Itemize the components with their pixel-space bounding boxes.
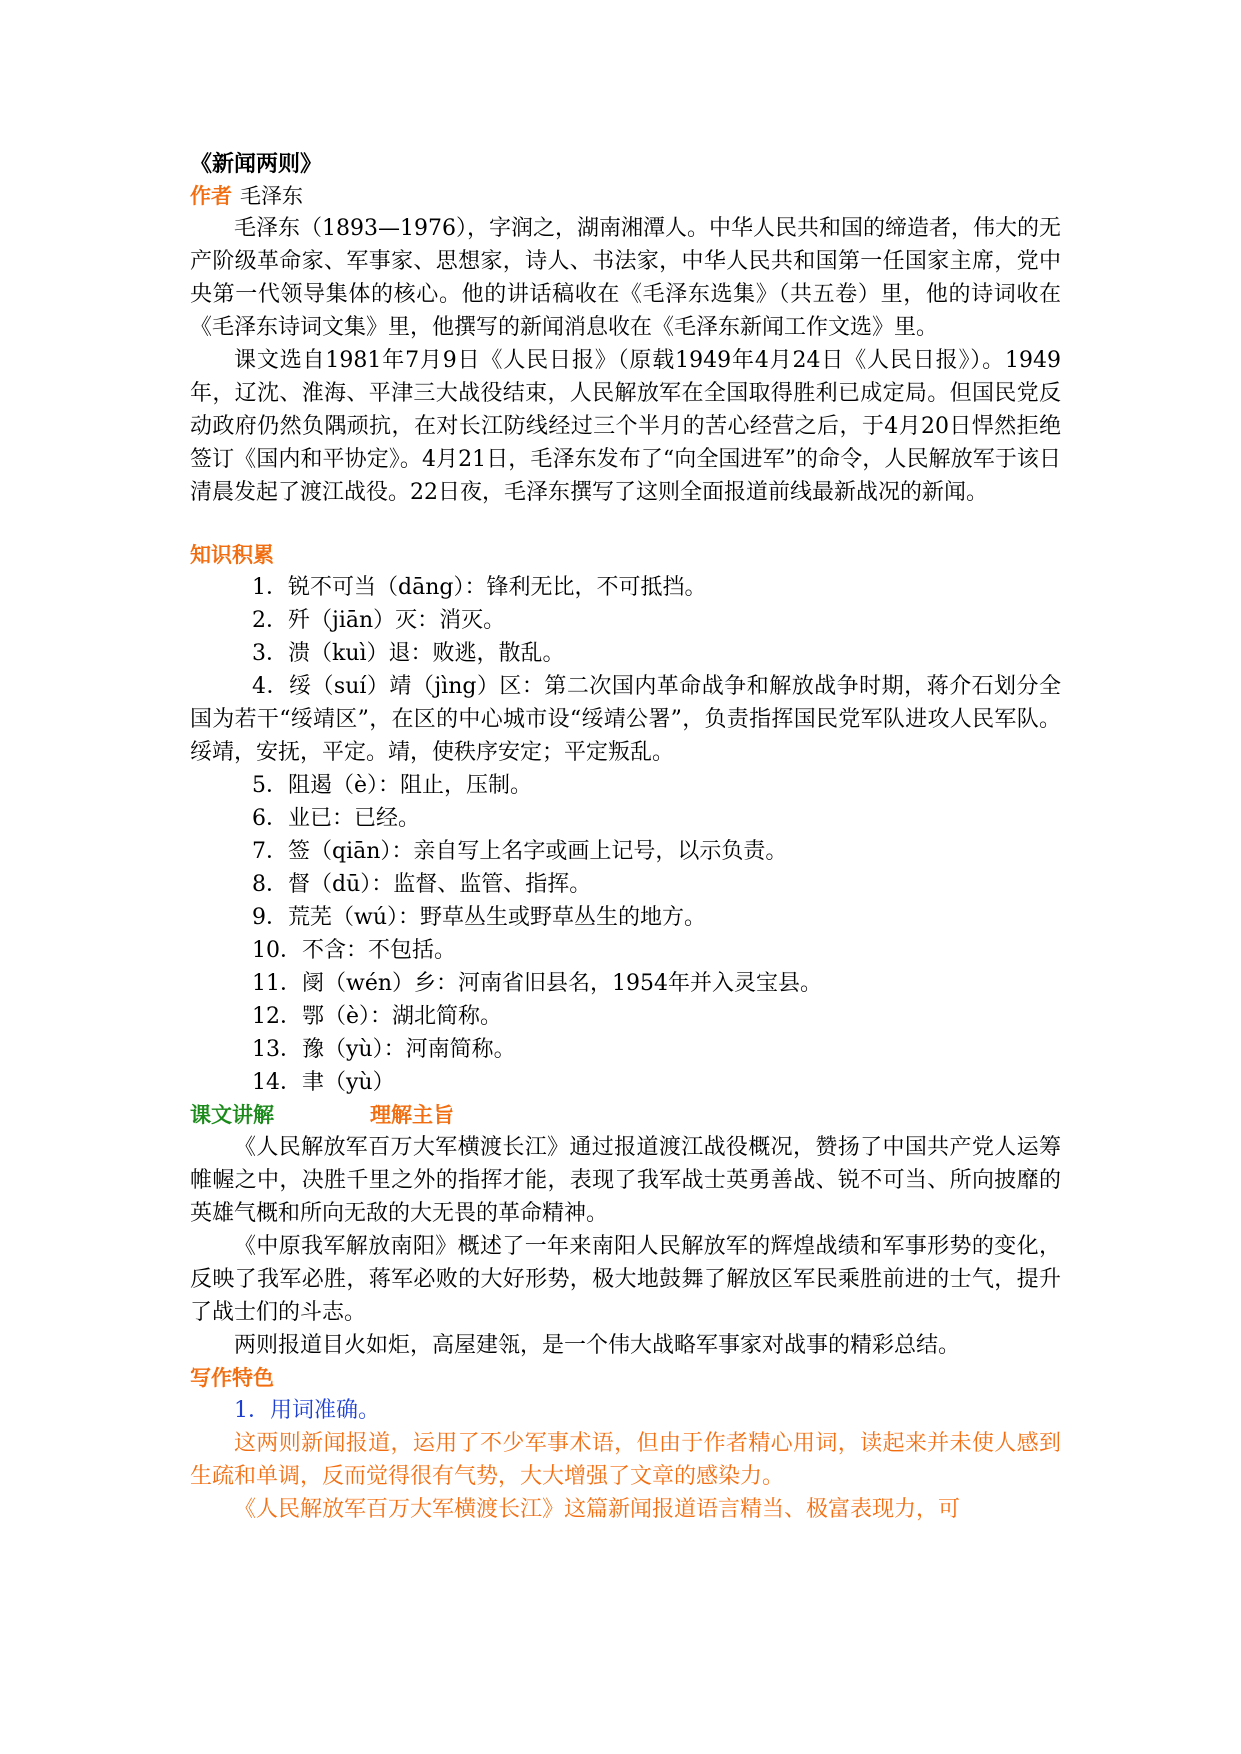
knowledge-item: 10．不含：不包括。 (252, 938, 456, 963)
intro-paragraph: 毛泽东（1893—1976），字润之，湖南湘潭人。中华人民共和国的缔造者，伟大的无产阶级革命家、军事家、思想家，诗人、书法家，中华人民共和国第一任国家主席，党中央第一代领导集体的核心。他的讲话稿收在《毛泽东选集》（共五卷）里，他的诗词收在《毛泽东诗词文集》里，他撰写的新闻消息收在《毛泽东新闻工作文选》里。 (190, 216, 1061, 340)
knowledge-item: 1．锐不可当（dāng）：锋利无比，不可抵挡。 (252, 575, 707, 600)
writing-heading: 写作特色 (190, 1366, 274, 1390)
knowledge-item: 4．绥（suí）靖（jìng）区：第二次国内革命战争和解放战争时期，蒋介石划分全国为若干“绥靖区”，在区的中心城市设“绥靖公署”，负责指挥国民党军队进攻人民军队。绥靖，安抚，平定。靖，使秩序安定；平定叛乱。 (190, 674, 1061, 765)
knowledge-heading: 知识积累 (190, 543, 274, 567)
section-gap (190, 509, 1061, 539)
lesson-paragraph: 《中原我军解放南阳》概述了一年来南阳人民解放军的辉煌战绩和军事形势的变化，反映了我军必胜，蒋军必败的大好形势，极大地鼓舞了解放区军民乘胜前进的士气，提升了战士们的斗志。 (190, 1234, 1061, 1325)
lesson-heading-row (190, 1099, 1061, 1131)
author-label: 作者 (190, 184, 232, 208)
intro-paragraph: 课文选自1981年7月9日《人民日报》（原载1949年4月24日《人民日报》）。1949年，辽沈、淮海、平津三大战役结束，人民解放军在全国取得胜利已成定局。但国民党反动政府仍然负隅顽抗，在对长江防线经过三个半月的苦心经营之后，于4月20日悍然拒绝签订《国内和平协定》。4月21日，毛泽东发布了“向全国进军”的命令，人民解放军于该日清晨发起了渡江战役。22日夜，毛泽东撰写了这则全面报道前线最新战况的新闻。 (190, 348, 1061, 505)
knowledge-item: 7．签（qiān）：亲自写上名字或画上记号，以示负责。 (252, 839, 788, 864)
knowledge-item: 8．督（dū）：监督、监管、指挥。 (252, 872, 592, 897)
lesson-paragraph: 《人民解放军百万大军横渡长江》通过报道渡江战役概况，赞扬了中国共产党人运筹帷幄之中，决胜千里之外的指挥才能，表现了我军战士英勇善战、锐不可当、所向披靡的英雄气概和所向无敌的大无畏的革命精神。 (190, 1135, 1061, 1226)
knowledge-item: 3．溃（kuì）退：败逃，散乱。 (252, 641, 565, 666)
lesson-paragraph: 两则报道目火如炬，高屋建瓴，是一个伟大战略军事家对战事的精彩总结。 (234, 1333, 961, 1358)
author-name: 毛泽东 (240, 184, 303, 208)
knowledge-item: 2．歼（jiān）灭：消灭。 (252, 608, 506, 633)
knowledge-item: 12．鄂（è）：湖北简称。 (252, 1004, 503, 1029)
lesson-heading: 课文讲解 (190, 1103, 274, 1127)
knowledge-item: 5．阻遏（è）：阻止，压制。 (252, 773, 533, 798)
knowledge-item: 11．阌（wén）乡：河南省旧县名，1954年并入灵宝县。 (252, 971, 823, 996)
knowledge-item: 14．聿（yù） (252, 1070, 395, 1095)
author-heading (190, 180, 1061, 212)
document-title: 《新闻两则》 (190, 151, 323, 177)
knowledge-item: 6．业已：已经。 (252, 806, 420, 831)
writing-paragraph: 这两则新闻报道，运用了不少军事术语，但由于作者精心用词，读起来并未使人感到生疏和单调，反而觉得很有气势，大大增强了文章的感染力。 (190, 1431, 1061, 1489)
lesson-subheading: 理解主旨 (370, 1103, 454, 1127)
knowledge-item: 9．荒芜（wú）：野草丛生或野草丛生的地方。 (252, 905, 706, 930)
writing-paragraph: 《人民解放军百万大军横渡长江》这篇新闻报道语言精当、极富表现力，可 (234, 1497, 961, 1522)
writing-point: 1．用词准确。 (234, 1398, 380, 1423)
knowledge-item: 13．豫（yù）：河南简称。 (252, 1037, 516, 1062)
